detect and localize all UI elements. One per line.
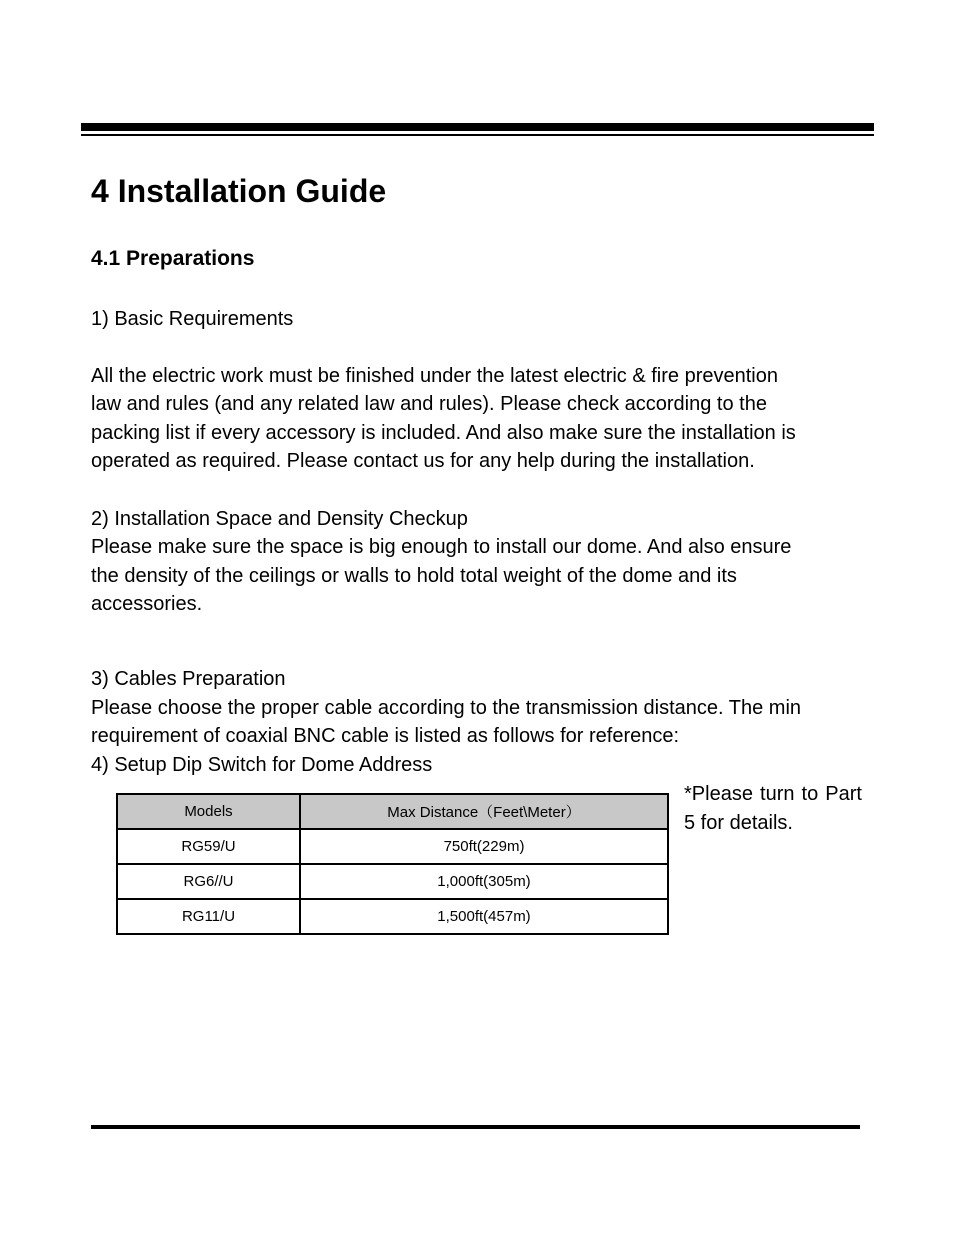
cables-preparation-line-2: requirement of coaxial BNC cable is listed as follows for reference: <box>91 725 680 747</box>
top-rule-thick <box>81 123 874 131</box>
cell-model: RG6//U <box>117 864 300 899</box>
table-header-row <box>117 794 668 829</box>
basic-requirements-title: 1) Basic Requirements <box>91 308 294 330</box>
basic-requirements-line-2: law and rules (and any related law and rules). Please check according to the <box>91 393 767 415</box>
cell-model: RG59/U <box>117 829 300 864</box>
basic-requirements-line-4: operated as required. Please contact us for any help during the installation. <box>91 450 755 472</box>
part5-note: *Please turn to Part 5 for details. <box>684 783 862 834</box>
table-row <box>117 899 668 934</box>
table-row <box>117 864 668 899</box>
space-checkup-line-1: Please make sure the space is big enough to install our dome. And also ensure <box>91 536 792 558</box>
cell-distance: 1,000ft(305m) <box>300 864 668 899</box>
dip-switch-title: 4) Setup Dip Switch for Dome Address <box>91 754 433 776</box>
cables-preparation-title: 3) Cables Preparation <box>91 668 286 690</box>
top-rule-thin <box>81 134 874 136</box>
space-checkup-title: 2) Installation Space and Density Checkup <box>91 508 468 530</box>
cable-distance-table <box>116 793 669 935</box>
header-models: Models <box>117 794 300 829</box>
cell-distance: 1,500ft(457m) <box>300 899 668 934</box>
section-heading: 4.1 Preparations <box>91 247 255 270</box>
space-checkup-line-2: the density of the ceilings or walls to hold total weight of the dome and its <box>91 565 737 587</box>
cell-model: RG11/U <box>117 899 300 934</box>
basic-requirements-line-3: packing list if every accessory is included. And also make sure the installation is <box>91 422 796 444</box>
page-heading: 4 Installation Guide <box>91 173 387 209</box>
cables-preparation-line-1: Please choose the proper cable according to the transmission distance. The min <box>91 697 802 719</box>
space-checkup-line-3: accessories. <box>91 593 203 615</box>
cell-distance: 750ft(229m) <box>300 829 668 864</box>
bottom-rule <box>91 1125 860 1129</box>
table-row <box>117 829 668 864</box>
basic-requirements-line-1: All the electric work must be finished under the latest electric & fire prevention <box>91 365 778 387</box>
header-max-distance: Max Distance（Feet\Meter） <box>300 794 668 829</box>
